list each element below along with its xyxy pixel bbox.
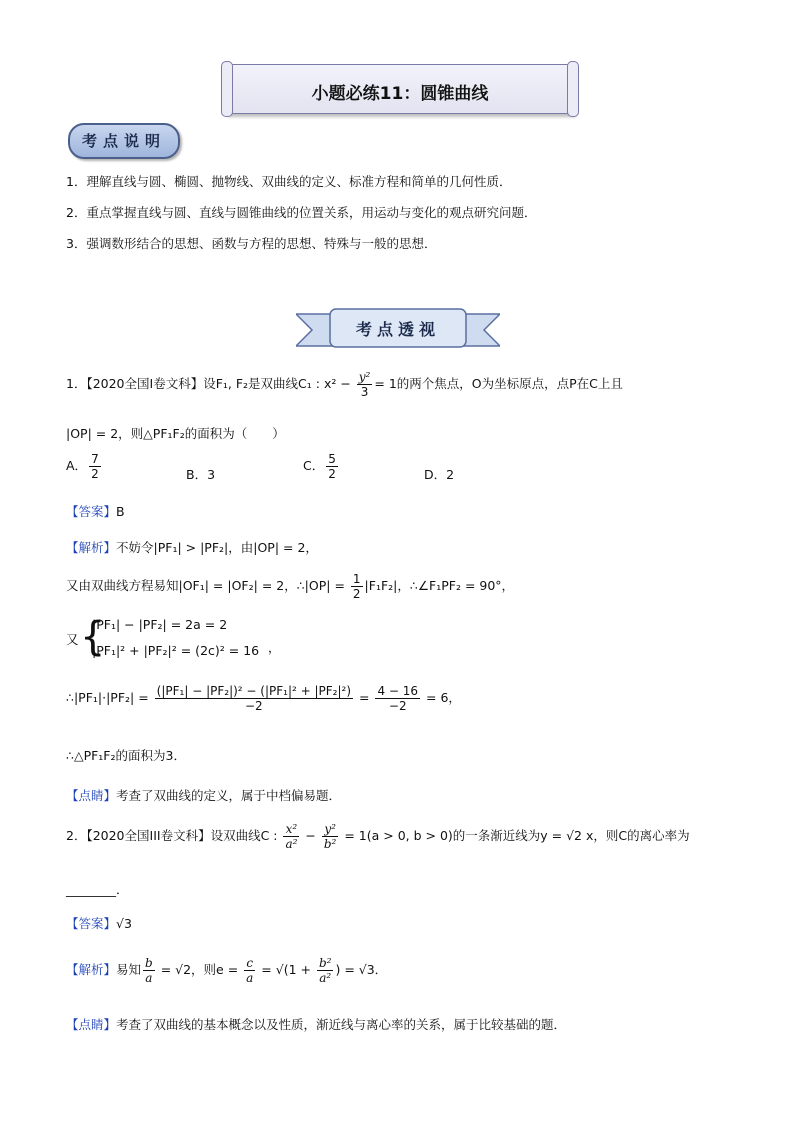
analysis-text: = √2，则e =	[156, 962, 243, 977]
option-a-label: A．	[66, 458, 88, 473]
frac-num: x²	[283, 822, 299, 837]
answer-value: √3	[116, 916, 132, 931]
ribbon-banner	[296, 308, 500, 352]
q2-answer	[66, 914, 132, 932]
title-banner	[226, 64, 574, 114]
analysis-text: 又由双曲线方程易知|OF₁| = |OF₂| = 2，∴|OP| =	[66, 578, 349, 593]
q1-stem-line2: |OP| = 2，则△PF₁F₂的面积为（ ）	[66, 426, 285, 441]
answer-tag: 【答案】	[66, 916, 117, 931]
q2-suffix: = 1(a > 0, b > 0)的一条渐近线为y = √2 x，则C的离心率为	[340, 828, 690, 843]
minus-sign: −	[301, 828, 320, 843]
comment-tag: 【点睛】	[66, 788, 117, 803]
frac-den: a	[145, 971, 153, 985]
analysis-tag: 【解析】	[66, 962, 117, 977]
intro-text: 重点掌握直线与圆、直线与圆锥曲线的位置关系，用运动与变化的观点研究问题．	[86, 205, 537, 220]
system-row-1: |PF₁| − |PF₂| = 2a = 2	[92, 617, 228, 632]
q1-analysis-line2	[66, 572, 514, 601]
intro-item-1	[66, 172, 511, 190]
frac-num: b²	[318, 956, 332, 970]
system-row-2: |PF₁|² + |PF₂|² = (2c)² = 16	[92, 643, 260, 658]
option-a-num: 7	[91, 452, 99, 466]
intro-num: 2．	[66, 205, 87, 220]
frac-den: a²	[285, 837, 298, 851]
answer-value: B	[116, 504, 125, 519]
analysis-tag: 【解析】	[66, 540, 117, 555]
option-a-den: 2	[91, 467, 99, 481]
q1-comment	[66, 786, 341, 804]
intro-num: 3．	[66, 236, 87, 251]
frac-num: (|PF₁| − |PF₂|)² − (|PF₁|² + |PF₂|²)	[156, 684, 352, 698]
frac-den: b²	[323, 837, 337, 851]
analysis-text: = 6，	[422, 690, 461, 705]
comment-text: 考查了双曲线的定义，属于中档偏易题．	[116, 788, 342, 803]
q2-comment	[66, 1015, 566, 1033]
frac-den: −2	[245, 699, 263, 713]
frac-num: 4 − 16	[377, 684, 419, 698]
analysis-text: = √(1 +	[257, 962, 315, 977]
option-c-label: C．	[303, 458, 325, 473]
analysis-text: ) = √3．	[335, 962, 388, 977]
page-title: 小题必练11：圆锥曲线	[311, 84, 489, 104]
intro-text: 理解直线与圆、椭圆、抛物线、双曲线的定义、标准方程和简单的几何性质．	[86, 174, 512, 189]
frac-den: 2	[352, 587, 361, 601]
q2-stem	[66, 822, 690, 851]
equals-sign: =	[355, 690, 374, 705]
q1-stem-line1	[66, 370, 623, 399]
frac-den: −2	[388, 699, 407, 713]
frac-den: a	[246, 971, 254, 985]
brace-icon: {	[80, 614, 106, 660]
q2-prefix: 2．【2020全国III卷文科】设双曲线C :	[66, 828, 282, 843]
comment-text: 考查了双曲线的基本概念以及性质，渐近线与离心率的关系，属于比较基础的题．	[116, 1017, 567, 1032]
q1-answer	[66, 502, 125, 520]
frac-den: a²	[319, 971, 332, 985]
q1-frac-den: 3	[360, 385, 369, 399]
comment-tag: 【点睛】	[66, 1017, 117, 1032]
q1-option-c	[303, 452, 340, 481]
q1-suffix: = 1的两个焦点，O为坐标原点，点P在C上且	[374, 376, 623, 391]
option-c-den: 2	[328, 467, 336, 481]
frac-num: y²	[322, 822, 339, 837]
intro-num: 1．	[66, 174, 87, 189]
analysis-text: 不妨令|PF₁| > |PF₂|，由|OP| = 2，	[116, 540, 318, 555]
q1-analysis-line4	[66, 684, 461, 713]
q1-option-b: B．3	[186, 467, 216, 482]
analysis-text: 易知	[116, 962, 142, 977]
q1-analysis-line1	[66, 538, 318, 556]
q1-frac-num: y²	[358, 370, 371, 384]
analysis-text: |F₁F₂|，∴∠F₁PF₂ = 90°，	[364, 578, 515, 593]
q1-option-a	[66, 452, 103, 481]
ribbon-label: 考点透视	[355, 320, 441, 339]
q1-prefix: 1．【2020全国Ⅰ卷文科】设F₁, F₂是双曲线C₁ : x² −	[66, 376, 355, 391]
frac-num: c	[244, 956, 255, 971]
intro-item-3	[66, 234, 436, 252]
q1-analysis-line5: ∴△PF₁F₂的面积为3．	[66, 748, 186, 763]
intro-item-2	[66, 203, 536, 221]
frac-num: 1	[352, 572, 361, 586]
answer-tag: 【答案】	[66, 504, 117, 519]
q1-system-prefix: 又	[66, 632, 79, 647]
option-c-num: 5	[328, 452, 336, 466]
analysis-text: ∴|PF₁|·|PF₂| =	[66, 690, 153, 705]
frac-num: b	[145, 956, 153, 970]
q2-analysis	[66, 956, 387, 985]
section-badge: 考点说明	[68, 123, 180, 159]
q2-blank: ________．	[66, 882, 129, 897]
q1-option-d: D．2	[424, 467, 455, 482]
system-suffix: ，	[268, 640, 281, 655]
intro-text: 强调数形结合的思想、函数与方程的思想、特殊与一般的思想．	[86, 236, 437, 251]
